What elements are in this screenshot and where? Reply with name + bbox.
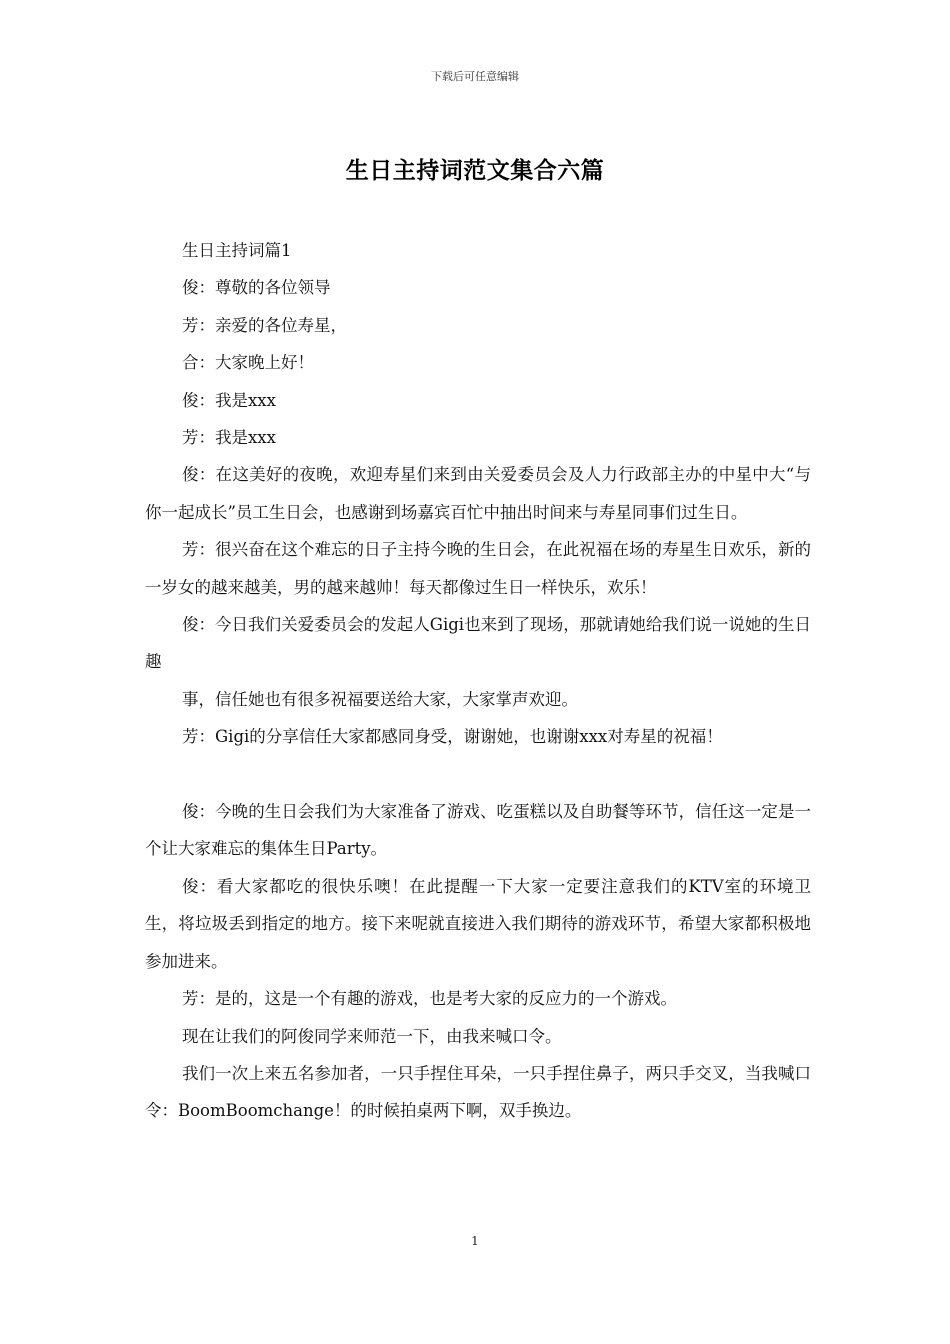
page-number: 1 [471,1234,479,1248]
paragraph: 俊：今晚的生日会我们为大家准备了游戏、吃蛋糕以及自助餐等环节，信任这一定是一个让大家难忘的集体生日Party。 [145,802,811,859]
document-title: 生日主持词范文集合六篇 [345,157,605,184]
document-body [145,232,811,1130]
header-note: 下载后可任意编辑 [431,70,519,83]
paragraph: 现在让我们的阿俊同学来师范一下，由我来喊口令。 [182,1026,562,1046]
paragraph: 合：大家晚上好！ [182,353,314,373]
paragraph: 芳：是的，这是一个有趣的游戏，也是考大家的反应力的一个游戏。 [182,989,677,1009]
paragraph: 俊：今日我们关爱委员会的发起人Gigi也来到了现场，那就请她给我们说一说她的生日趣 [145,615,811,672]
paragraph: 俊：我是xxx [182,390,276,410]
paragraph: 俊：看大家都吃的很快乐噢！在此提醒一下大家一定要注意我们的KTV室的环境卫生，将垃圾丢到指定的地方。接下来呢就直接进入我们期待的游戏环节，希望大家都积极地参加进来。 [145,876,811,971]
paragraph: 芳：我是xxx [182,428,276,448]
paragraph: 事，信任她也有很多祝福要送给大家，大家掌声欢迎。 [182,689,578,709]
paragraph: 俊：尊敬的各位领导 [182,278,331,298]
paragraph: 我们一次上来五名参加者，一只手捏住耳朵，一只手捏住鼻子，两只手交叉，当我喊口令：BoomBoomchange！的时候拍桌两下啊，双手换边。 [145,1063,811,1121]
paragraph: 俊：在这美好的夜晚，欢迎寿星们来到由关爱委员会及人力行政部主办的中星中大“与你一起成长”员工生日会，也感谢到场嘉宾百忙中抽出时间来与寿星同事们过生日。 [145,465,811,522]
blank-line [145,756,811,793]
section-heading: 生日主持词篇1 [182,241,292,260]
paragraph: 芳：Gigi的分享信任大家都感同身受，谢谢她，也谢谢xxx对寿星的祝福！ [182,727,723,747]
paragraph: 芳：很兴奋在这个难忘的日子主持今晚的生日会，在此祝福在场的寿星生日欢乐，新的一岁女的越来越美，男的越来越帅！每天都像过生日一样快乐，欢乐！ [145,540,811,597]
paragraph: 芳：亲爱的各位寿星， [182,315,347,335]
